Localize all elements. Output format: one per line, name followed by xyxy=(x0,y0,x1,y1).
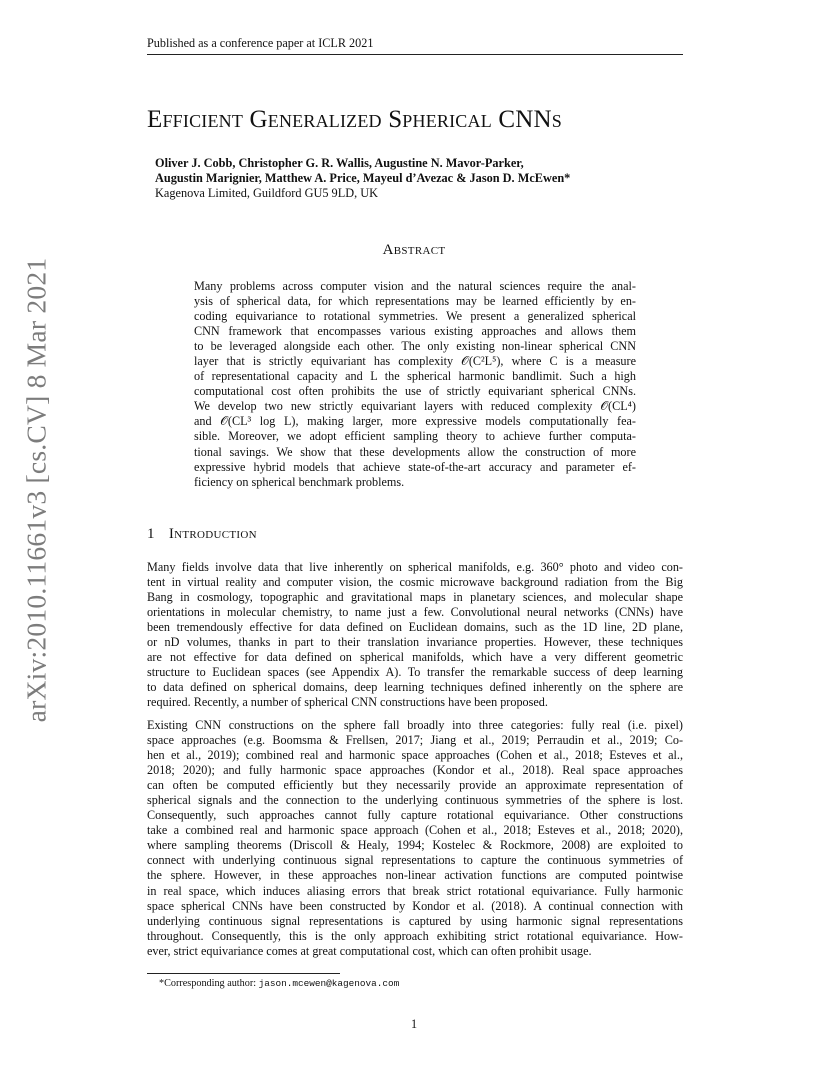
paragraph-line: space approaches (e.g. Boomsma & Frellsen, 2017; Jiang et al., 2019; Perraudin et al., 2019; Co- xyxy=(147,733,683,748)
abstract-line: ficiency on spherical benchmark problems. xyxy=(194,474,405,489)
paragraph-line: space spherical CNNs have been constructed by Kondor et al. (2018). A continual connection with xyxy=(147,898,683,913)
section-title: Introduction xyxy=(168,526,257,542)
abstract-line: We develop two new strictly equivariant layers with reduced complexity 𝒪(CL⁴) xyxy=(194,399,636,414)
running-header: Published as a conference paper at ICLR 2021 xyxy=(147,35,683,55)
paragraph-line: to data defined on spherical domains, deep learning techniques defined inherently on the sphere are xyxy=(147,680,683,695)
abstract-line: tional savings. We show that these developments allow the construction of more xyxy=(194,444,636,459)
abstract-line: and 𝒪(CL³ log L), making larger, more expressive models computationally fea- xyxy=(194,414,636,429)
footnote-marker: * xyxy=(159,978,165,989)
abstract-line: to be leveraged alongside each other. The only existing non-linear spherical CNN xyxy=(194,339,636,354)
footnote-label: Corresponding author: xyxy=(164,978,259,989)
paragraph-line: Bang in cosmology, topographic and gravitational maps in planetary sciences, and molecular shape xyxy=(147,590,683,605)
abstract-line: Many problems across computer vision and the natural sciences require the anal- xyxy=(194,279,636,293)
paragraph-line: 2018; 2020); and fully harmonic space approaches (Kondor et al., 2018). Real space approaches xyxy=(147,763,683,778)
footnote-email: jason.mcewen@kagenova.com xyxy=(258,978,400,989)
abstract-line: CNN framework that encompasses various existing approaches and allows them xyxy=(194,324,636,339)
abstract-line: layer that is strictly equivariant has complexity 𝒪(C²L⁵), where C is a measure xyxy=(194,354,636,369)
author-block xyxy=(155,156,675,201)
paragraph-line: orientations in molecular chemistry, to name just a few. Convolutional neural networks (CNNs) have xyxy=(147,605,683,620)
paragraph-line: can often be computed efficiently but they necessarily provide an approximate representation of xyxy=(147,778,683,793)
footnote xyxy=(159,977,399,991)
intro-paragraph-1 xyxy=(147,560,683,710)
paragraph-line: hen et al., 2019); combined real and harmonic space approaches (Cohen et al., 2018; Esteves et al., xyxy=(147,748,683,763)
paragraph-line: in real space, which induces aliasing errors that break strict rotational equivariance. Fully harmonic xyxy=(147,883,683,898)
section-number: 1 xyxy=(147,526,155,542)
abstract-line: expressive hybrid models that achieve state-of-the-art accuracy and parameter ef- xyxy=(194,459,636,474)
paragraph-line: tent in virtual reality and computer vision, the cosmic microwave background radiation from the Big xyxy=(147,575,683,590)
paragraph-line: where sampling theorems (Driscoll & Healy, 1994; Kostelec & Rockmore, 2008) are exploited to xyxy=(147,838,683,853)
author-affiliation: Kagenova Limited, Guildford GU5 9LD, UK xyxy=(155,186,379,200)
author-names-line-1: Oliver J. Cobb, Christopher G. R. Wallis, Augustine N. Mavor-Parker, xyxy=(155,156,524,170)
paragraph-line: Consequently, such approaches cannot fully capture rotational equivariance. Other constructions xyxy=(147,808,683,823)
paragraph-line: Existing CNN constructions on the sphere fall broadly into three categories: fully real (i.e. pixel) xyxy=(147,718,683,732)
abstract-line: coding equivariance to rotational symmetries. We present a generalized spherical xyxy=(194,309,636,324)
paragraph-line: underlying continuous signal representations is captured by using harmonic signal representations xyxy=(147,913,683,928)
paper-title: Efficient Generalized Spherical CNNs xyxy=(147,106,562,133)
footnote-rule xyxy=(147,973,340,974)
abstract-line: ysis of spherical data, for which representations may be learned efficiently by en- xyxy=(194,294,636,309)
paragraph-line: take a combined real and harmonic space approach (Cohen et al., 2018; Esteves et al., 2018; 2020), xyxy=(147,823,683,838)
author-names-line-2: Augustin Marignier, Matthew A. Price, Mayeul d’Avezac & Jason D. McEwen* xyxy=(155,171,571,185)
paragraph-line: structure to Euclidean spaces (see Appendix A). To transfer the remarkable success of deep learning xyxy=(147,665,683,680)
paragraph-line: the sphere. However, in these approaches non-linear activation functions are computed pointwise xyxy=(147,868,683,883)
paragraph-line: connect with underlying continuous signal representations to capture the continuous symmetries of xyxy=(147,853,683,868)
arxiv-identifier-sidebar xyxy=(20,257,52,723)
paragraph-line: throughout. Consequently, this is the only approach exhibiting strict rotational equivariance. How- xyxy=(147,928,683,943)
arxiv-identifier-text: arXiv:2010.11661v3 [cs.CV] 8 Mar 2021 xyxy=(20,257,51,723)
paragraph-line: spherical signals and the connection to the underlying continuous symmetries of the sphere is lost. xyxy=(147,793,683,808)
paragraph-line: ever, strict equivariance comes at great computational cost, which can often prohibit usage. xyxy=(147,943,592,958)
section-heading-introduction xyxy=(147,525,257,543)
paragraph-line: or nD volumes, thanks in part to their translation invariance properties. However, these techniques xyxy=(147,635,683,650)
paragraph-line: been tremendously effective for data defined on Euclidean domains, such as the 1D line, 2D plane, xyxy=(147,620,683,635)
paragraph-line: Many fields involve data that live inherently on spherical manifolds, e.g. 360° photo and video con- xyxy=(147,560,683,574)
abstract-line: computational cost often prohibits the use of strictly equivariant spherical CNNs. xyxy=(194,384,636,399)
abstract-heading: Abstract xyxy=(382,242,446,258)
abstract-line: sible. Moreover, we adopt efficient sampling theory to achieve further computa- xyxy=(194,429,636,444)
paragraph-line: are not effective for data defined on spherical manifolds, which have a very different geometric xyxy=(147,650,683,665)
paragraph-line: required. Recently, a number of spherical CNN constructions have been proposed. xyxy=(147,695,548,710)
intro-paragraph-2 xyxy=(147,718,683,959)
abstract-line: of representational capacity and L the spherical harmonic bandlimit. Such a high xyxy=(194,369,636,384)
abstract-body xyxy=(194,279,636,490)
page-number: 1 xyxy=(410,1017,418,1031)
